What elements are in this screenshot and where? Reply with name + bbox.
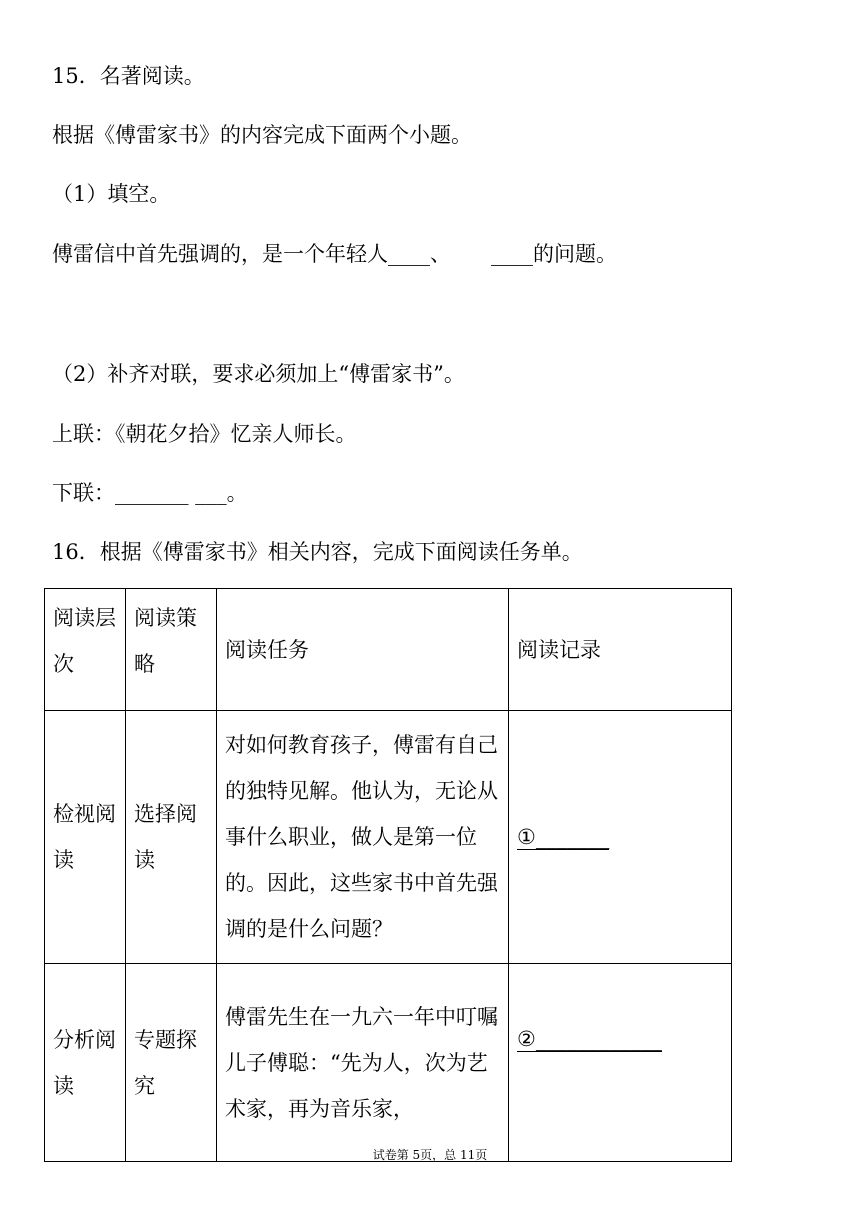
reading-task-table xyxy=(44,588,732,1162)
row-task: 傅雷先生在一九六一年中叮嘱儿子傅聪：“先为人，次为艺术家，再为音乐家， xyxy=(217,964,509,1162)
question-15-part1-label: （1）填空。 xyxy=(52,182,171,206)
page-footer: 试卷第 5页，总 11页 xyxy=(372,1148,488,1162)
row-task: 对如何教育孩子，傅雷有自己的独特见解。他认为，无论从事什么职业，做人是第一位的。因此，这些家书中首先强调的是什么问题？ xyxy=(217,711,509,964)
couplet-upper-line: 上联：《朝花夕拾》忆亲人师长。 xyxy=(52,422,357,446)
row-level: 检视阅读 xyxy=(45,711,126,964)
couplet-lower-line: 下联：_______ ___。 xyxy=(52,481,248,505)
question-15-part2-label: （2）补齐对联，要求必须加上“傅雷家书”。 xyxy=(52,362,465,386)
question-16-title: 16．根据《傅雷家书》相关内容，完成下面阅读任务单。 xyxy=(52,540,583,564)
table-row xyxy=(45,711,732,964)
header-reading-strategy: 阅读策略 xyxy=(126,589,217,711)
table-header-row xyxy=(45,589,732,711)
table-row xyxy=(45,964,732,1162)
header-reading-task: 阅读任务 xyxy=(217,589,509,711)
question-15-intro: 根据《傅雷家书》的内容完成下面两个小题。 xyxy=(52,123,472,147)
question-15-title: 15．名著阅读。 xyxy=(52,64,205,88)
header-reading-level: 阅读层次 xyxy=(45,589,126,711)
answer-blank-1[interactable]: ①_______ xyxy=(517,825,610,849)
question-15-part1-stem: 傅雷信中首先强调的，是一个年轻人____、 ____的问题。 xyxy=(52,242,618,266)
row-record xyxy=(509,964,732,1162)
answer-blank-2[interactable]: ②____________ xyxy=(517,1027,662,1051)
row-level: 分析阅读 xyxy=(45,964,126,1162)
row-strategy: 选择阅读 xyxy=(126,711,217,964)
row-record xyxy=(509,711,732,964)
row-strategy: 专题探究 xyxy=(126,964,217,1162)
header-reading-record: 阅读记录 xyxy=(509,589,732,711)
